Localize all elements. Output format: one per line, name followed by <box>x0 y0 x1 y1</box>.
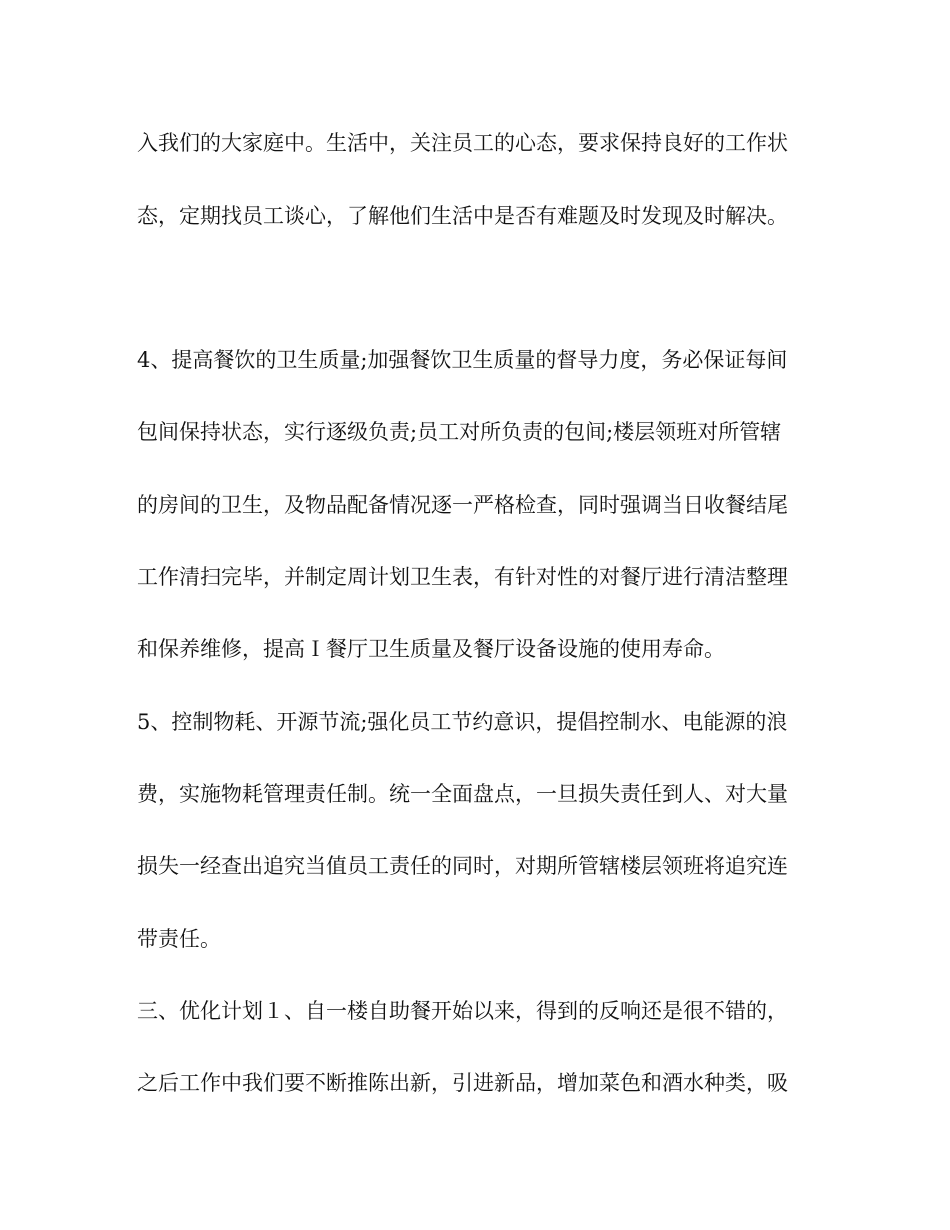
text-line: 工作清扫完毕，并制定周计划卫生表，有针对性的对餐厅进行清洁整理 <box>137 565 788 589</box>
text-line: 5、控制物耗、开源节流;强化员工节约意识，提倡控制水、电能源的浪 <box>137 710 788 734</box>
text-line: 4、提高餐饮的卫生质量;加强餐饮卫生质量的督导力度，务必保证每间 <box>137 348 788 372</box>
text-line: 的房间的卫生，及物品配备情况逐一严格检查，同时强调当日收餐结尾 <box>137 493 788 517</box>
text-line: 入我们的大家庭中。生活中，关注员工的心态，要求保持良好的工作状 <box>137 131 788 155</box>
text-line: 损失一经查出追究当值员工责任的同时，对期所管辖楼层领班将追究连 <box>137 854 788 878</box>
text-line: 费，实施物耗管理责任制。统一全面盘点，一旦损失责任到人、对大量 <box>137 782 788 806</box>
text-line: 和保养维修，提高Ｉ餐厅卫生质量及餐厅设备设施的使用寿命。 <box>137 637 725 661</box>
text-line: 三、优化计划１、自一楼自助餐开始以来，得到的反响还是很不错的， <box>137 999 788 1023</box>
text-line: 之后工作中我们要不断推陈出新，引进新品，增加菜色和酒水种类，吸 <box>137 1071 788 1095</box>
text-line: 态，定期找员工谈心，了解他们生活中是否有难题及时发现及时解决。 <box>137 204 788 228</box>
text-line: 包间保持状态，实行逐级负责;员工对所负责的包间;楼层领班对所管辖 <box>137 420 782 444</box>
text-line: 带责任。 <box>137 927 221 951</box>
